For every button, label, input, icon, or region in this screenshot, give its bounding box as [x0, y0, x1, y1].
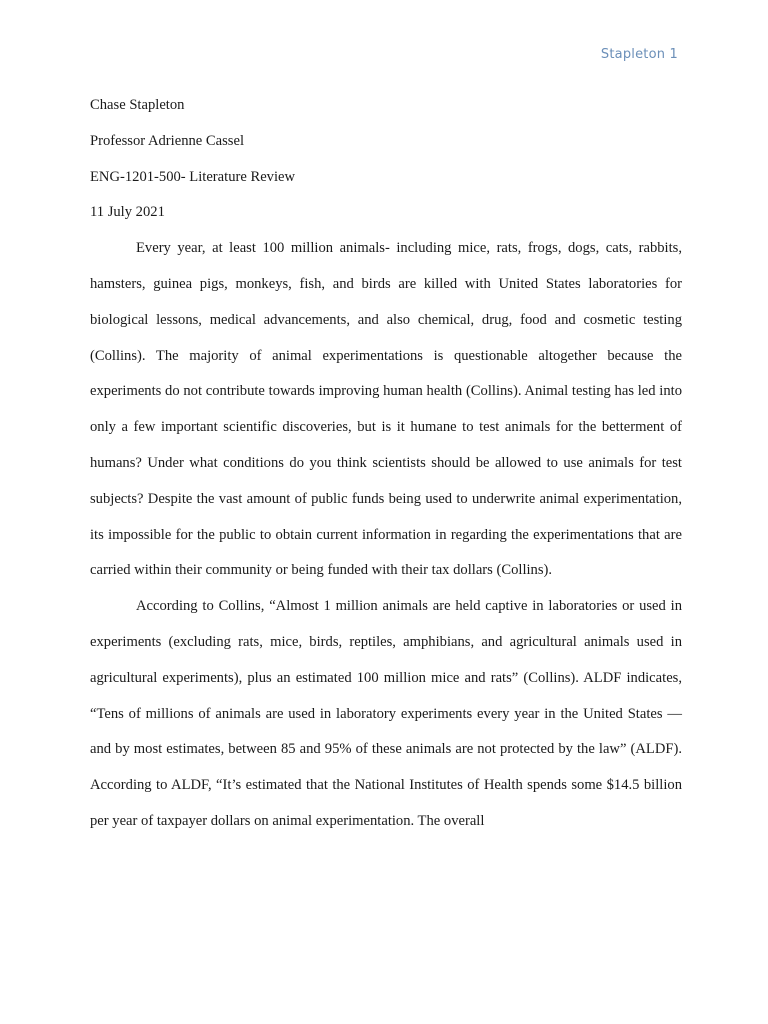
paragraph-2: According to Collins, “Almost 1 million animals are held captive in laboratories or used in experiments (excluding rats, mice, birds, reptiles, amphibians, and agricultural animals used in agricultural experiments), plus an estimated 100 million mice and rats” (Collins). ALDF indicates, “Tens of millions of animals are used in laboratory experiments every year in the United States — and by most estimates, between 85 and 95% of these animals are not protected by the law” (ALDF). According to ALDF, “It’s estimated that the National Institutes of Health spends some $14.5 billion per year of taxpayer dollars on animal experimentation. The overall — [90, 598, 682, 829]
course-name: ENG-1201-500- Literature Review — [90, 168, 296, 185]
document-date: 11 July 2021 — [90, 204, 165, 221]
document-body — [90, 88, 682, 840]
instructor-name: Professor Adrienne Cassel — [90, 132, 245, 149]
author-name: Chase Stapleton — [90, 97, 185, 113]
paragraph-1: Every year, at least 100 million animals- including mice, rats, frogs, dogs, cats, rabbits, hamsters, guinea pigs, monkeys, fish, and birds are killed with United States laboratories for biological lessons, medical advancements, and also chemical, drug, food and cosmetic testing (Collins). The majority of animal experimentations is questionable altogether because the experiments do not contribute towards improving human health (Collins). Animal testing has led into only a few important scientific discoveries, but is it humane to test animals for the betterment of humans? Under what conditions do you think scientists should be allowed to use animals for test subjects? Despite the vast amount of public funds being used to underwrite animal experimentation, its impossible for the public to obtain current information in regarding the experimentations that are carried within their community or being funded with their tax dollars (Collins). — [90, 240, 682, 579]
running-header: Stapleton 1 — [600, 47, 678, 62]
